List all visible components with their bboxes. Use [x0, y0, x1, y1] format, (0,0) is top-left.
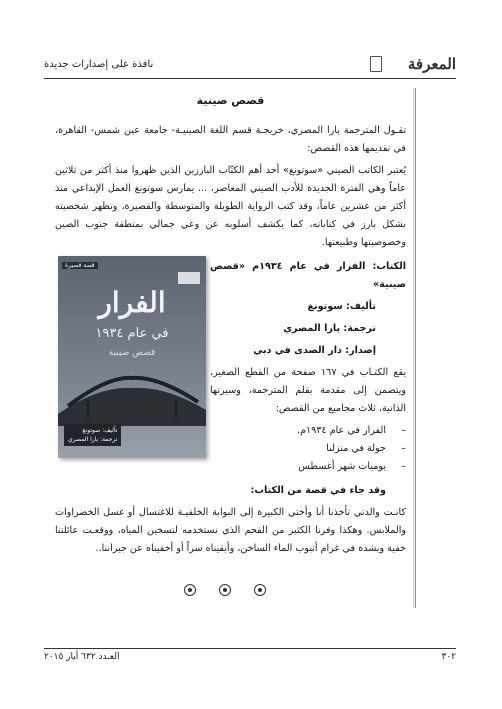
publisher-logo-icon	[178, 272, 200, 284]
collection-item: – يوميات شهر أغسطس	[210, 458, 386, 476]
cover-subtitle: قصص صينية	[108, 348, 156, 358]
magazine-logo: المعرفة	[407, 55, 456, 73]
ornament-icon	[254, 584, 266, 596]
cover-credits: تأليف: سوتونغ ترجمة: يارا المصري	[64, 424, 121, 446]
footer-divider	[44, 648, 456, 649]
issue-info: العـدد ٦٣٢ أيار ٢٠١٥	[44, 652, 120, 662]
book-translator: ترجمة: يارا المصري	[283, 323, 376, 334]
ornament-icon	[184, 584, 196, 596]
book-author: تأليف: سوتونغ	[307, 301, 376, 312]
book-info	[210, 258, 406, 476]
article-title: قصص صينية	[196, 94, 265, 107]
intro-paragraph: تقـول المترجمة يارا المصري، خريجـة قسم اللغة الصينيـة- جامعة عين شمس- القاهرة، في تقديمها هذه القصص:	[55, 125, 406, 154]
ornament-icon	[219, 584, 231, 596]
excerpt-label: وقد جاء في قصة من الكتاب:	[250, 485, 386, 496]
margin-rule-inner	[413, 88, 414, 608]
cover-year: في عام ١٩٣٤	[95, 326, 169, 341]
book-cover-image	[58, 256, 206, 458]
collection-item: – الفرار في عام ١٩٣٤م.	[210, 422, 386, 440]
pagoda-roof-icon	[58, 366, 206, 426]
book-description: يقع الكتـاب في ١٦٧ صفحة من القطع الصغير، ويتضمن إلى مقدمة بقلم المترجمة، وسيرتها الذاتية، ثلاث مجاميع من القصص:	[210, 367, 406, 414]
collections-list	[210, 422, 406, 476]
header-divider	[44, 78, 456, 79]
book-label: الكتاب: الفرار في عام ١٩٣٤م «قصص صينية»	[210, 261, 406, 290]
section-title: نافذة على إصدارات جديدة	[44, 59, 154, 70]
page-number: ٣٠٢	[441, 652, 456, 662]
book-publisher: إصدار: دار الصدى في دبي	[253, 345, 376, 356]
cover-title: الفرار	[98, 286, 166, 319]
collection-item: – جولة في منزلنا	[210, 440, 386, 458]
margin-rule	[415, 88, 416, 608]
excerpt-paragraph: كانـت والدتي تأخذنا أنا وأختي الكبيرة إلى البوابة الخلفيـة للاغتسال أو غسل الخضراوات والملابس. وهكذا وفرنا الكثير من الفحم الذي نستخدمه لتسخين المياه، ووقعـت عائلتنا خفية وبشدة في غرام أنبوب الماء الساخن، وأبقيناه سراً أو أخفيناه عن جيراننا..	[55, 507, 406, 554]
cover-tag: قصة قصيرة	[62, 262, 98, 269]
logo-icon	[370, 56, 382, 72]
ornament-divider	[165, 581, 285, 600]
author-paragraph: يُعتبر الكاتب الصيني «سوتونغ» أحد أهم الكتّاب البارزين الذين ظهروا منذ أكثر من ثلاثين عاماً وهي الفترة الجديدة للأدب الصيني المعاصر، ... يمارس سوتونغ العمل الإبداعي منذ أكثر من عشرين عاماً، وقد كتب الرواية الطويلة والمتوسطة والقصيرة، وتظهر شخصيته بشكل بارز في كتاباته، كما يكشف أسلوبه عن وعي جمالي بمنطقة جنوب الصين وخصوصيتها وطبيعتها.	[55, 165, 406, 248]
